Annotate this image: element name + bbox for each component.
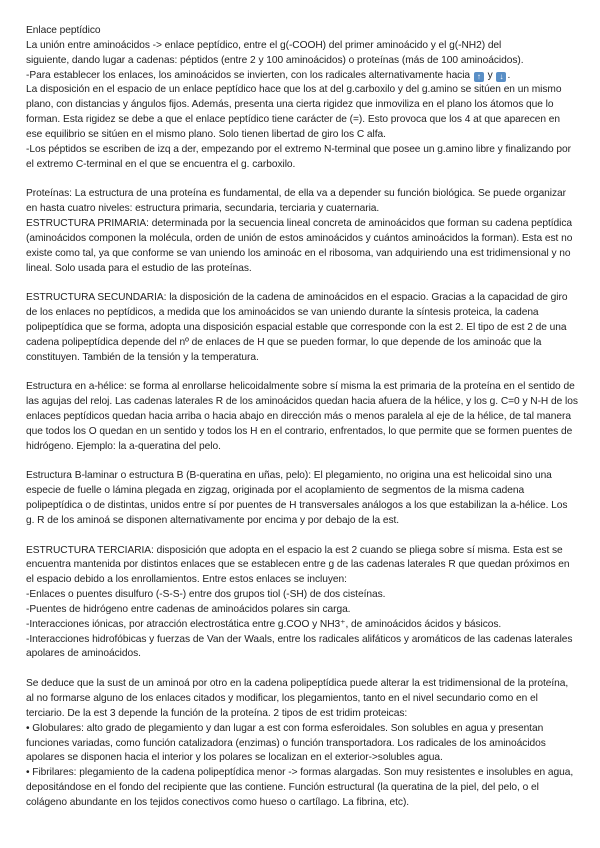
enlace-item: -Enlaces o puentes disulfuro (-S-S-) entre dos grupos tiol (-SH) de dos cisteínas. xyxy=(26,589,386,601)
proteinas-paragraph: Proteínas: La estructura de una proteína es fundamental, de ella va a depender su función biológica. Se puede organizar en hasta cuatro niveles: estructura primaria, secundaria, terciaria y cuaternaria. xyxy=(26,188,567,215)
peptidos-paragraph: -Los péptidos se escriben de izq a der, empezando por el extremo N-terminal que posee un g.amino libre y finalizando por el extremo C-terminal en el que se encuentra el g. carboxilo. xyxy=(26,143,572,170)
primaria-paragraph: ESTRUCTURA PRIMARIA: determinada por la secuencia lineal concreta de aminoácidos que forman su cadena peptídica (aminoácidos componen la molécula, orden de unión de estos aminoácidos y cuántos aminoácidos la forman). Esta est no existe como tal, ya que conforme se van uniendo los aminoác en el ribosoma, van adquiriendo una est tridimensional y no lineal. Solo usada para el estudio de las proteínas. xyxy=(26,217,573,274)
intro-line-1: La unión entre aminoácidos -> enlace peptídico, entre el g(-COOH) del primer aminoácido y el g(-NH2) del xyxy=(26,39,502,51)
helice-paragraph: Estructura en a-hélice: se forma al enrollarse helicoidalmente sobre sí misma la est primaria de la proteína en el sentido de las agujas del reloj. Las cadenas laterales R de los aminoácidos quedan hacia afuera de la hélice, y los g. C=0 y N-H de los enlaces peptídicos quedan hacia arriba o hacia abajo en dirección más o menos paralela al eje de la hélice, de tal manera que todos los O quedan en un sentido y todos los H en el contrario, enfrentados, lo que permite que se formen puentes de hidrógeno. Ejemplo: la a-queratina del pelo. xyxy=(26,381,578,452)
document-page xyxy=(26,24,578,811)
enlace-item: -Puentes de hidrógeno entre cadenas de aminoácidos polares sin carga. xyxy=(26,603,351,615)
tipo-item: • Globulares: alto grado de plegamiento y dan lugar a est con forma esferoidales. Son solubles en agua y presentan funciones variadas, como función catalizadora (enzimas) o función transportadora. Los radicales de los aminoácidos apolares se disponen hacia el interior y los polares se localizan en el exterior->solubles agua. xyxy=(26,722,546,764)
conjunction-text: y xyxy=(487,69,493,81)
arrow-up-icon: ↑ xyxy=(474,72,484,82)
intro-line-3: -Para establecer los enlaces, los aminoácidos se invierten, con los radicales alternativamente hacia ↑ y ↓ . xyxy=(26,69,511,81)
tipo-item: • Fibrilares: plegamiento de la cadena polipeptídica menor -> formas alargadas. Son muy resistentes e insolubles en agua, depositándose en el fondo del recipiente que las contiene. Función estructural (la queratina de la piel, del pelo, o el colágeno abundante en los tejidos conectivos como hueso o cartílago. La fibrina, etc). xyxy=(26,767,574,808)
arrow-down-icon: ↓ xyxy=(496,72,506,82)
terciaria-paragraph: ESTRUCTURA TERCIARIA: disposición que adopta en el espacio la est 2 cuando se pliega sobre sí misma. Esta est se encuentra mantenida por distintos enlaces que se establecen entre g de las cadenas laterales R que quedan próximos en el espacio debido a los enrollamientos. Entre estos enlaces se incluyen: xyxy=(26,544,570,586)
intro-line-3-text: -Para establecer los enlaces, los aminoácidos se invierten, con los radicales alternativamente hacia xyxy=(26,69,471,81)
secundaria-paragraph: ESTRUCTURA SECUNDARIA: la disposición de la cadena de aminoácidos en el espacio. Gracias a la capacidad de giro de los enlaces no peptídicos, a medida que los aminoácidos se van uniendo durante la síntesis proteica, la cadena polipeptídica que se forma, adopta una disposición espacial estable que corresponde con la est 2. El tipo de est 2 de una cadena polipeptídica depende del nº de enlaces de H que se pueden formar, lo que depende de los aminoác que la constituyen. También de la tensión y la temperatura. xyxy=(26,292,568,363)
enlace-item: -Interacciones hidrofóbicas y fuerzas de Van der Waals, entre los radicales alifáticos y aromáticos de las cadenas laterales apolares de aminoácidos. xyxy=(26,633,573,660)
deduce-paragraph: Se deduce que la sust de un aminoá por otro en la cadena polipeptídica puede alterar la est tridimensional de la proteína, al no formarse alguno de los enlaces citados y modificar, los plegamientos, tanto en el nivel secundario como en el terciario. De la est 3 depende la función de la proteína. 2 tipos de est tridim proteicas: xyxy=(26,678,569,719)
laminar-paragraph: Estructura B-laminar o estructura B (B-queratina en uñas, pelo): El plegamiento, no origina una est helicoidal sino una especie de fuelle o lámina plegada en zigzag, originada por el acoplamiento de segmentos de la misma cadena polipeptídica o de distintas, unidos entre sí por puentes de H transversales análogos a los que estabilizan la a-hélice. Los g. R de los aminoá se disponen alternativamente por encima y por debajo de la est. xyxy=(26,470,568,526)
intro-paragraph: La disposición en el espacio de un enlace peptídico hace que los at del g.carboxilo y del g.amino se sitúen en un mismo plano, con distancias y ángulos fijos. Además, presenta una cierta rigidez que inmoviliza en el plano los átomos que lo forman. Esta rigidez se debe a que el enlace peptídico tiene carácter de (=). Esto provoca que los 4 at que aparecen en ese equilibrio se sitúen en el mismo plano. Solo tienen libertad de giro los C alfa. xyxy=(26,84,562,140)
intro-line-2: siguiente, dando lugar a cadenas: péptidos (entre 2 y 100 aminoácidos) o proteínas (más de 100 aminoácidos). xyxy=(26,54,524,66)
enlace-item: -Interacciones iónicas, por atracción electrostática entre g.COO y NH3⁺, de aminoácidos ácidos y básicos. xyxy=(26,618,502,630)
section-title: Enlace peptídico xyxy=(26,25,101,36)
